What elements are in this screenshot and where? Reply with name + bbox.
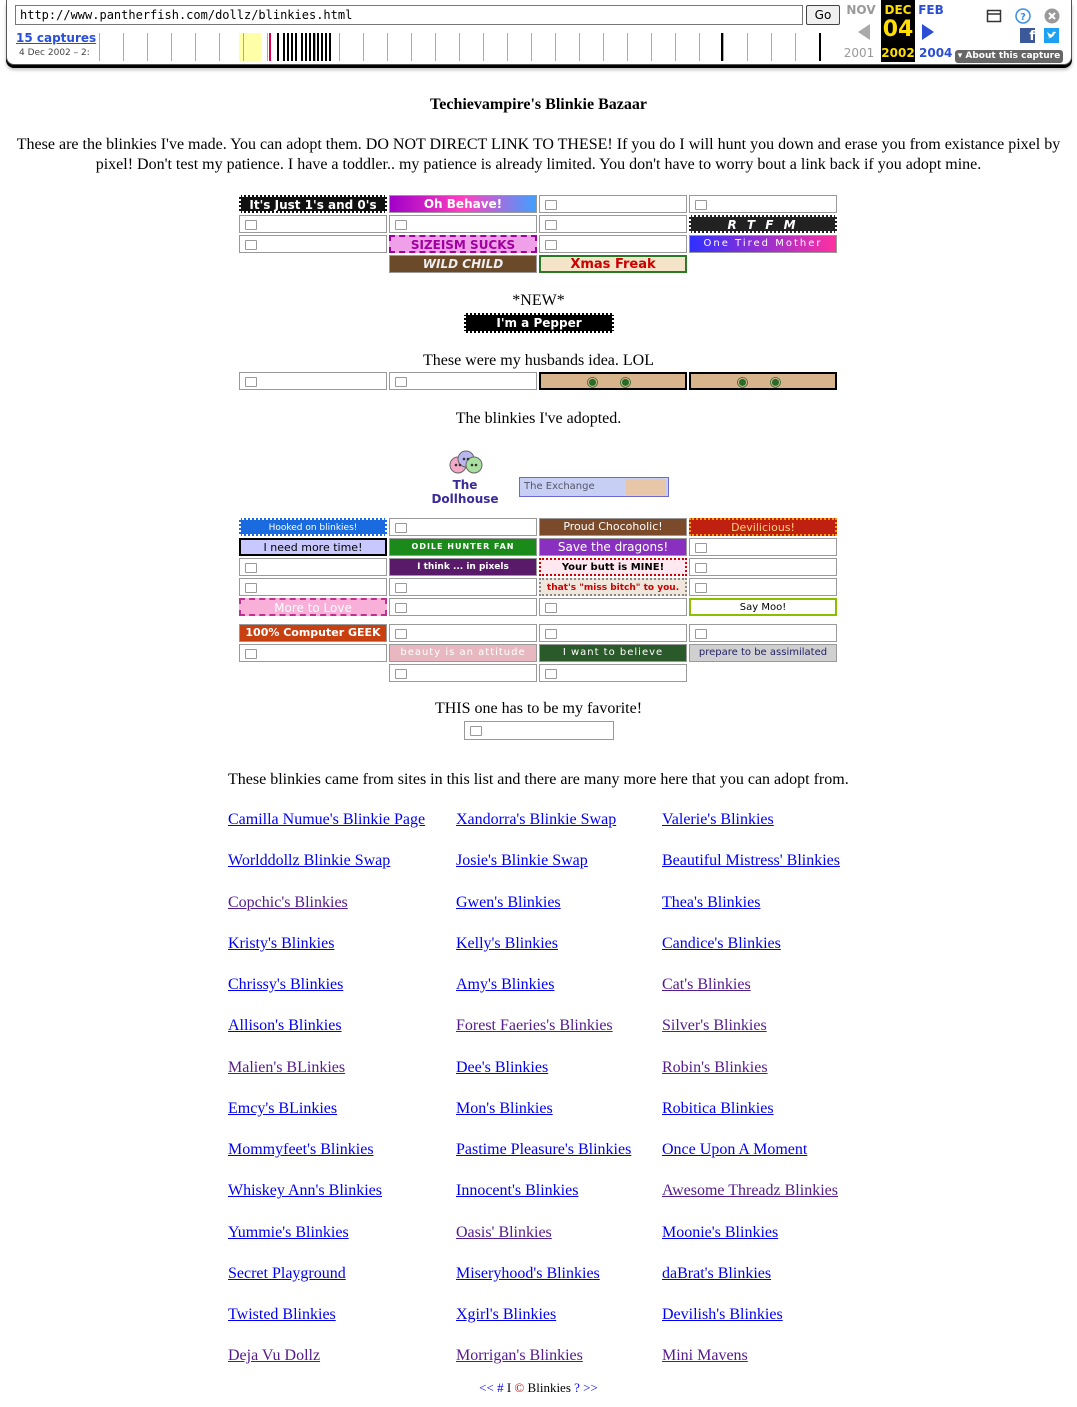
dollhouse-faces-icon xyxy=(444,450,488,478)
blinkie-text: SIZEISM SUCKS xyxy=(410,238,516,252)
site-link[interactable]: Kelly's Blinkies xyxy=(456,934,558,952)
site-link[interactable]: Moonie's Blinkies xyxy=(662,1223,779,1241)
sparkline-year-divider xyxy=(531,33,532,61)
blinkie-text: Proud Chocoholic! xyxy=(563,520,663,533)
adopted-label: The blinkies I've adopted. xyxy=(455,410,622,427)
prev-arrow-icon[interactable] xyxy=(858,24,870,40)
exchange-face-icon xyxy=(626,479,666,495)
blinkie xyxy=(389,598,537,616)
sites-intro: These blinkies came from sites in this list and there are many more here that you can adopt from. xyxy=(228,771,849,788)
sparkline-year-divider xyxy=(123,33,124,61)
sparkline-capture-tick[interactable] xyxy=(283,33,285,61)
site-link[interactable]: Camilla Numue's Blinkie Page xyxy=(228,811,426,828)
site-link[interactable]: Malien's BLinkies xyxy=(228,1058,346,1076)
sparkline-year-divider xyxy=(243,33,244,61)
site-link[interactable]: Morrigan's Blinkies xyxy=(456,1347,583,1365)
captures-link[interactable]: 15 captures xyxy=(16,31,97,45)
blinkie-text: ODILE HUNTER FAN xyxy=(411,542,515,551)
sparkline-capture-tick[interactable] xyxy=(277,33,279,61)
prev-month-label[interactable]: NOV xyxy=(846,3,876,17)
blinkie xyxy=(689,235,837,253)
blinkie xyxy=(689,598,837,616)
blinkie-text: More to Love xyxy=(274,601,352,615)
sparkline-year-divider xyxy=(315,33,316,61)
blinkie xyxy=(389,624,537,642)
new-label: *NEW* xyxy=(512,292,565,309)
site-link[interactable]: Deja Vu Dollz xyxy=(228,1347,321,1365)
blinkie-text: Your butt is MINE! xyxy=(561,562,665,573)
blinkie xyxy=(389,255,537,273)
blinkie xyxy=(539,538,687,556)
webring-nav xyxy=(0,1380,1077,1396)
wayback-toolbar xyxy=(6,0,1072,65)
blinkie-new xyxy=(464,313,614,333)
sparkline-year-divider xyxy=(795,33,796,61)
sparkline-year-divider xyxy=(771,33,772,61)
blinkie xyxy=(689,215,837,233)
dollhouse-link-button[interactable] xyxy=(418,450,512,506)
site-link[interactable]: Cat's Blinkies xyxy=(662,976,751,993)
sparkline-year-divider xyxy=(147,33,148,61)
svg-text:?: ? xyxy=(1020,12,1026,23)
blinkie-text: WILD CHILD xyxy=(422,257,504,271)
blinkie-text: Say Moo! xyxy=(739,602,787,613)
blinkie xyxy=(689,644,837,662)
sparkline-capture-tick[interactable] xyxy=(313,33,315,61)
blinkie-text: Devilicious! xyxy=(731,521,795,534)
current-day: 04 xyxy=(882,17,914,42)
sparkline-capture-tick[interactable] xyxy=(287,33,289,61)
webring-name: Blinkies xyxy=(527,1380,571,1395)
sparkline-capture-tick[interactable] xyxy=(325,33,327,61)
sparkline-year-divider xyxy=(387,33,388,61)
sparkline-capture-tick[interactable] xyxy=(291,33,293,61)
site-link[interactable]: Devilish's Blinkies xyxy=(662,1306,783,1323)
sparkline-year-divider xyxy=(195,33,196,61)
sparkline-capture-tick[interactable] xyxy=(317,33,319,61)
blinkie-text: One Tired Mother xyxy=(703,238,823,249)
site-link[interactable]: Pastime Pleasure's Blinkies xyxy=(456,1141,632,1158)
blinkie xyxy=(689,624,837,642)
site-link[interactable]: Beautiful Mistress' Blinkies xyxy=(662,852,840,870)
site-link[interactable]: Once Upon A Moment xyxy=(662,1141,808,1158)
site-link[interactable]: Copchic's Blinkies xyxy=(228,893,348,911)
sparkline-capture-tick[interactable] xyxy=(305,33,307,61)
twitter-icon[interactable] xyxy=(1044,28,1059,43)
site-link[interactable]: Miseryhood's Blinkies xyxy=(456,1264,600,1282)
site-link[interactable]: Oasis' Blinkies xyxy=(456,1223,552,1241)
next-year-label[interactable]: 2004 xyxy=(919,46,953,60)
webring-i: I xyxy=(506,1380,512,1395)
blinkie-text: It's Just 1's and 0's xyxy=(249,198,377,212)
url-input[interactable]: http://www.pantherfish.com/dollz/blinkies.html xyxy=(15,5,803,25)
site-link[interactable]: Dee's Blinkies xyxy=(456,1058,549,1076)
blinkie xyxy=(539,518,687,536)
site-link[interactable]: Twisted Blinkies xyxy=(228,1306,336,1323)
sparkline-year-divider xyxy=(627,33,628,61)
site-link[interactable]: Valerie's Blinkies xyxy=(662,811,774,828)
site-link[interactable]: daBrat's Blinkies xyxy=(662,1264,772,1282)
sparkline-year-divider xyxy=(435,33,436,61)
blinkie xyxy=(689,372,837,390)
site-link[interactable]: Mommyfeet's Blinkies xyxy=(228,1141,374,1158)
blinkie xyxy=(539,664,687,682)
sparkline-year-divider xyxy=(363,33,364,61)
site-link[interactable]: Awesome Threadz Blinkies xyxy=(662,1182,838,1200)
close-icon[interactable] xyxy=(1044,8,1060,24)
blinkie xyxy=(239,558,387,576)
blinkie xyxy=(539,195,687,213)
help-icon[interactable] xyxy=(1015,8,1031,24)
exchange-link-button[interactable] xyxy=(519,477,669,497)
blinkie xyxy=(389,538,537,556)
site-link[interactable]: Innocent's Blinkies xyxy=(456,1182,579,1200)
site-link[interactable]: Allison's Blinkies xyxy=(228,1017,342,1035)
blinkie-text: beauty is an attitude xyxy=(400,647,526,658)
sparkline-year-divider xyxy=(171,33,172,61)
site-link[interactable]: Robin's Blinkies xyxy=(662,1058,768,1076)
blinkie xyxy=(389,664,537,682)
page-title: Techievampire's Blinkie Bazaar xyxy=(430,96,647,113)
site-link[interactable]: Whiskey Ann's Blinkies xyxy=(228,1182,382,1200)
site-link[interactable]: Secret Playground xyxy=(228,1264,346,1282)
blinkie xyxy=(239,598,387,616)
site-link[interactable]: Robitica Blinkies xyxy=(662,1099,774,1117)
husband-label: These were my husbands idea. LOL xyxy=(422,352,655,369)
blinkie xyxy=(239,235,387,253)
webring-random-link[interactable]: # xyxy=(497,1380,504,1395)
site-link[interactable]: Kristy's Blinkies xyxy=(228,934,335,952)
site-link[interactable]: Worlddollz Blinkie Swap xyxy=(228,852,391,870)
blinkie xyxy=(539,372,687,390)
blinkie xyxy=(239,372,387,390)
blinkie xyxy=(389,372,537,390)
blinkie xyxy=(389,235,537,253)
blinkie-text: prepare to be assimilated xyxy=(698,647,828,658)
blinkie-text: Hooked on blinkies! xyxy=(268,523,358,533)
current-year: 2002 xyxy=(881,46,915,60)
blinkie xyxy=(389,215,537,233)
sparkline-capture-tick[interactable] xyxy=(321,33,323,61)
blinkie xyxy=(689,538,837,556)
blinkie xyxy=(389,195,537,213)
about-capture-button[interactable]: ▾ About this capture xyxy=(955,50,1063,63)
sparkline-year-divider xyxy=(747,33,748,61)
next-month-label[interactable]: FEB xyxy=(918,3,944,17)
site-link[interactable]: Mon's Blinkies xyxy=(456,1099,553,1117)
blinkie xyxy=(539,598,687,616)
blinkie xyxy=(539,235,687,253)
favorite-blinkie xyxy=(464,721,614,740)
blinkie xyxy=(239,538,387,556)
sparkline-year-divider xyxy=(579,33,580,61)
blinkie-text: R T F M xyxy=(727,218,799,232)
blinkie-text: I think ... in pixels xyxy=(417,562,509,572)
window-icon[interactable] xyxy=(986,8,1002,24)
sparkline-capture-tick[interactable] xyxy=(295,33,297,61)
sparkline-year-divider xyxy=(675,33,676,61)
blinkie-text: Xmas Freak xyxy=(570,257,656,272)
site-link[interactable]: Thea's Blinkies xyxy=(662,893,761,911)
blinkie-text: Oh Behave! xyxy=(423,197,503,211)
sparkline-year-divider xyxy=(99,33,100,61)
sparkline-capture-tick[interactable] xyxy=(819,33,821,61)
blinkie xyxy=(539,215,687,233)
sparkline-year-divider xyxy=(459,33,460,61)
favorite-label: THIS one has to be my favorite! xyxy=(434,700,643,717)
site-link[interactable]: Forest Faeries's Blinkies xyxy=(456,1017,613,1035)
sparkline-year-divider xyxy=(219,33,220,61)
sparkline-year-divider xyxy=(339,33,340,61)
site-link[interactable]: Chrissy's Blinkies xyxy=(228,976,344,993)
webring-info-link[interactable]: ? xyxy=(574,1380,580,1395)
sparkline-capture-tick[interactable] xyxy=(301,33,303,61)
site-link[interactable]: Candice's Blinkies xyxy=(662,934,781,952)
blinkie xyxy=(389,644,537,662)
blinkie-text: 100% Computer GEEK xyxy=(245,626,381,639)
blinkie-text: that's "miss bitch" to you. xyxy=(546,583,680,593)
webring-next-link[interactable]: >> xyxy=(583,1380,598,1395)
blinkie xyxy=(539,624,687,642)
sparkline-year-divider xyxy=(699,33,700,61)
blinkie-text: ◉ ◉ xyxy=(586,374,640,390)
capture-date-range: 4 Dec 2002 – 2: xyxy=(19,48,90,58)
blinkie xyxy=(539,255,687,273)
blinkie xyxy=(689,578,837,596)
blinkie xyxy=(689,195,837,213)
prev-year-label: 2001 xyxy=(843,46,875,60)
blinkie xyxy=(239,578,387,596)
dollhouse-label: The Dollhouse xyxy=(431,478,499,506)
site-link[interactable]: Xandorra's Blinkie Swap xyxy=(456,811,617,828)
blinkie-text: I need more time! xyxy=(263,541,363,554)
blinkie-text: Save the dragons! xyxy=(557,540,669,554)
sparkline-capture-tick[interactable] xyxy=(309,33,311,61)
blinkie xyxy=(689,558,837,576)
blinkie xyxy=(239,518,387,536)
site-link[interactable]: Amy's Blinkies xyxy=(456,976,555,993)
blinkie xyxy=(689,518,837,536)
site-link[interactable]: Xgirl's Blinkies xyxy=(456,1306,557,1323)
site-link[interactable]: Josie's Blinkie Swap xyxy=(456,852,588,870)
blinkie xyxy=(539,578,687,596)
site-link[interactable]: Emcy's BLinkies xyxy=(228,1099,338,1117)
blinkie xyxy=(239,644,387,662)
sparkline-year-divider xyxy=(651,33,652,61)
webring-prev-link[interactable]: << xyxy=(479,1380,494,1395)
site-link[interactable]: Silver's Blinkies xyxy=(662,1017,767,1035)
sparkline-capture-tick[interactable] xyxy=(329,33,331,61)
blinkie xyxy=(239,624,387,642)
exchange-label: The Exchange xyxy=(524,481,595,492)
blinkie xyxy=(239,195,387,213)
blinkie xyxy=(539,558,687,576)
blinkie xyxy=(389,578,537,596)
sparkline-year-divider xyxy=(555,33,556,61)
blinkie-text: I'm a Pepper xyxy=(496,316,582,330)
sparkline-year-divider xyxy=(507,33,508,61)
site-link[interactable]: Gwen's Blinkies xyxy=(456,893,561,911)
webring-copyright: © xyxy=(514,1380,525,1395)
blinkie xyxy=(239,215,387,233)
sparkline-year-divider xyxy=(603,33,604,61)
intro-text: These are the blinkies I've made. You can adopt them. DO NOT DIRECT LINK TO THESE! If you do I will hunt you down and erase you from existance pixel by pixel! Don't test my patience. I have a toddler.. my patience is already limited. You don't have to worry bout a link back if you adopt mine. xyxy=(16,136,1061,173)
blinkie-text: I want to believe xyxy=(562,647,664,658)
sparkline-year-divider xyxy=(483,33,484,61)
next-arrow-icon[interactable] xyxy=(922,24,934,40)
sparkline-capture-tick[interactable] xyxy=(269,33,271,61)
sparkline-year-divider xyxy=(411,33,412,61)
blinkie xyxy=(539,644,687,662)
sparkline-capture-tick[interactable] xyxy=(721,33,723,61)
facebook-icon[interactable]: f xyxy=(1020,28,1035,43)
sparkline-year-divider xyxy=(723,33,724,61)
blinkie xyxy=(389,518,537,536)
go-button[interactable]: Go xyxy=(806,5,840,25)
blinkie-text: ◉ ◉ xyxy=(736,374,790,390)
site-link[interactable]: Mini Mavens xyxy=(662,1347,748,1365)
blinkie xyxy=(389,558,537,576)
sparkline-year-divider xyxy=(267,33,268,61)
site-link[interactable]: Yummie's Blinkies xyxy=(228,1223,349,1241)
current-month: DEC xyxy=(884,3,912,17)
capture-sparkline[interactable] xyxy=(99,33,839,61)
